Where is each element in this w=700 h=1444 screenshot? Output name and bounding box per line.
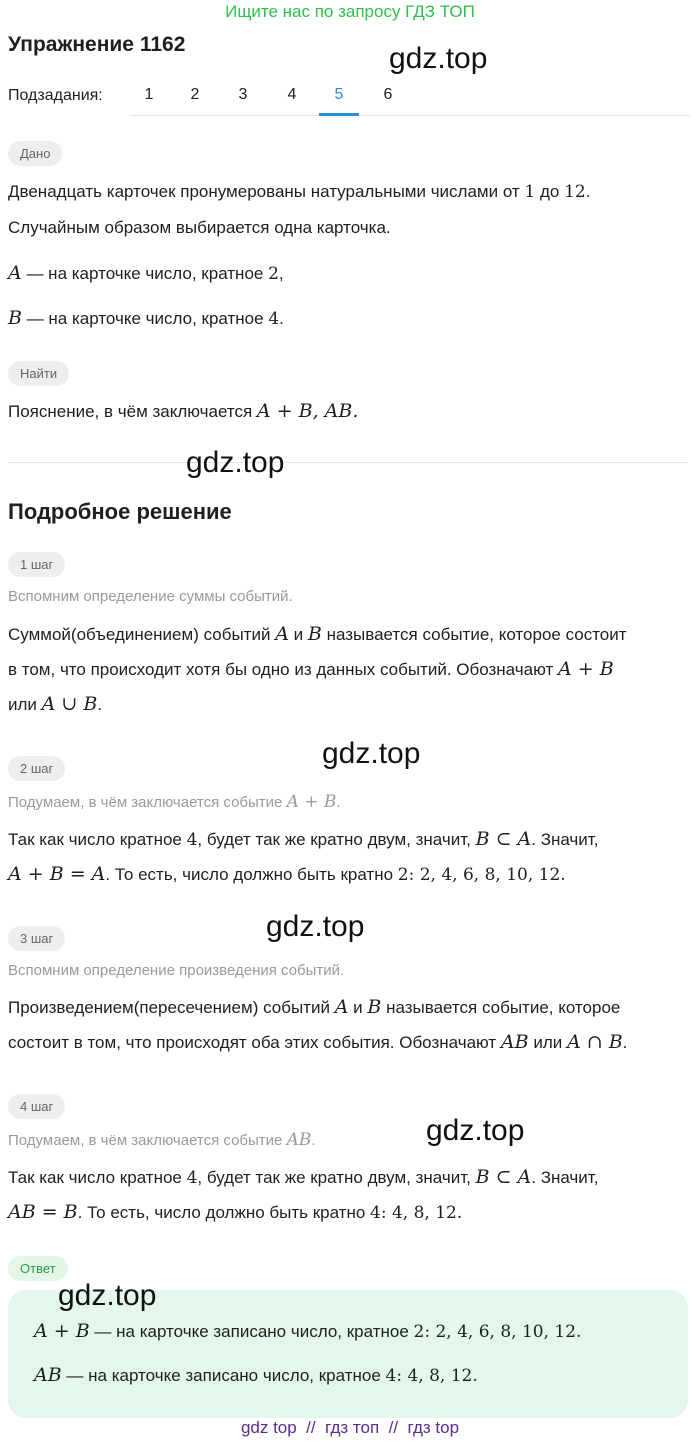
step-1-line-2: в том, что происходит хотя бы одно из данных событий. Обозначают A + B <box>8 658 614 680</box>
step-1-line-1: Суммой(объединением) событий A и B называется событие, которое состоит <box>8 623 627 645</box>
tab-subtask-6[interactable]: 6 <box>383 86 393 103</box>
answer-line-1: A + B — на карточке записано число, кратное 2: 2, 4, 6, 8, 10, 12. <box>34 1320 582 1342</box>
given-line-2: Случайным образом выбирается одна карточка. <box>8 218 391 237</box>
step-3-line-2: состоит в том, что происходят оба этих события. Обозначают AB или A ∩ B. <box>8 1031 628 1053</box>
active-tab-indicator <box>319 113 359 116</box>
step-2-hint: Подумаем, в чём заключается событие A + B. <box>8 792 341 812</box>
tab-subtask-1[interactable]: 1 <box>144 86 154 103</box>
find-badge: Найти <box>8 361 69 386</box>
step-2-badge: 2 шаг <box>8 756 65 781</box>
tabs-divider <box>130 115 690 116</box>
watermark: gdz.top <box>426 1114 525 1147</box>
step-1-badge: 1 шаг <box>8 552 65 577</box>
step-4-line-2: AB = B. То есть, число должно быть кратно 4: 4, 8, 12. <box>8 1201 463 1223</box>
watermark: gdz.top <box>58 1279 157 1312</box>
watermark: gdz.top <box>266 910 365 943</box>
step-1-line-3: или A ∪ B. <box>8 693 103 715</box>
given-event-a: A — на карточке число, кратное 2, <box>8 262 284 284</box>
section-divider <box>8 462 688 463</box>
answer-line-2: AB — на карточке записано число, кратное 4: 4, 8, 12. <box>34 1364 478 1386</box>
solution-title: Подробное решение <box>8 499 232 524</box>
tab-subtask-5[interactable]: 5 <box>334 86 344 103</box>
watermark: gdz.top <box>389 42 488 75</box>
search-banner[interactable]: Ищите нас по запросу ГДЗ ТОП <box>225 2 475 21</box>
step-2-line-1: Так как число кратное 4, будет так же кратно двум, значит, B ⊂ A. Значит, <box>8 828 599 850</box>
answer-badge: Ответ <box>8 1256 68 1281</box>
tab-subtask-3[interactable]: 3 <box>238 86 248 103</box>
watermark: gdz.top <box>186 446 285 479</box>
tab-subtask-4[interactable]: 4 <box>287 86 297 103</box>
step-1-hint: Вспомним определение суммы событий. <box>8 588 293 605</box>
given-event-b: B — на карточке число, кратное 4. <box>8 307 284 329</box>
given-line-1: Двенадцать карточек пронумерованы натуральными числами от 1 до 12. <box>8 182 591 202</box>
step-4-hint: Подумаем, в чём заключается событие AB. <box>8 1130 316 1150</box>
step-2-line-2: A + B = A. То есть, число должно быть кратно 2: 2, 4, 6, 8, 10, 12. <box>8 863 566 885</box>
given-badge: Дано <box>8 141 62 166</box>
find-line: Пояснение, в чём заключается A + B, AB. <box>8 400 359 422</box>
step-3-line-1: Произведением(пересечением) событий A и B называется событие, которое <box>8 996 621 1018</box>
tab-subtask-2[interactable]: 2 <box>190 86 200 103</box>
step-4-badge: 4 шаг <box>8 1094 65 1119</box>
footer-links[interactable]: gdz top // гдз топ // гдз top <box>240 1418 460 1437</box>
subtasks-label: Подзадания: <box>8 87 103 104</box>
step-4-line-1: Так как число кратное 4, будет так же кратно двум, значит, B ⊂ A. Значит, <box>8 1166 599 1188</box>
step-3-badge: 3 шаг <box>8 926 65 951</box>
exercise-title: Упражнение 1162 <box>8 33 186 56</box>
watermark: gdz.top <box>322 737 421 770</box>
step-3-hint: Вспомним определение произведения событий. <box>8 962 345 979</box>
